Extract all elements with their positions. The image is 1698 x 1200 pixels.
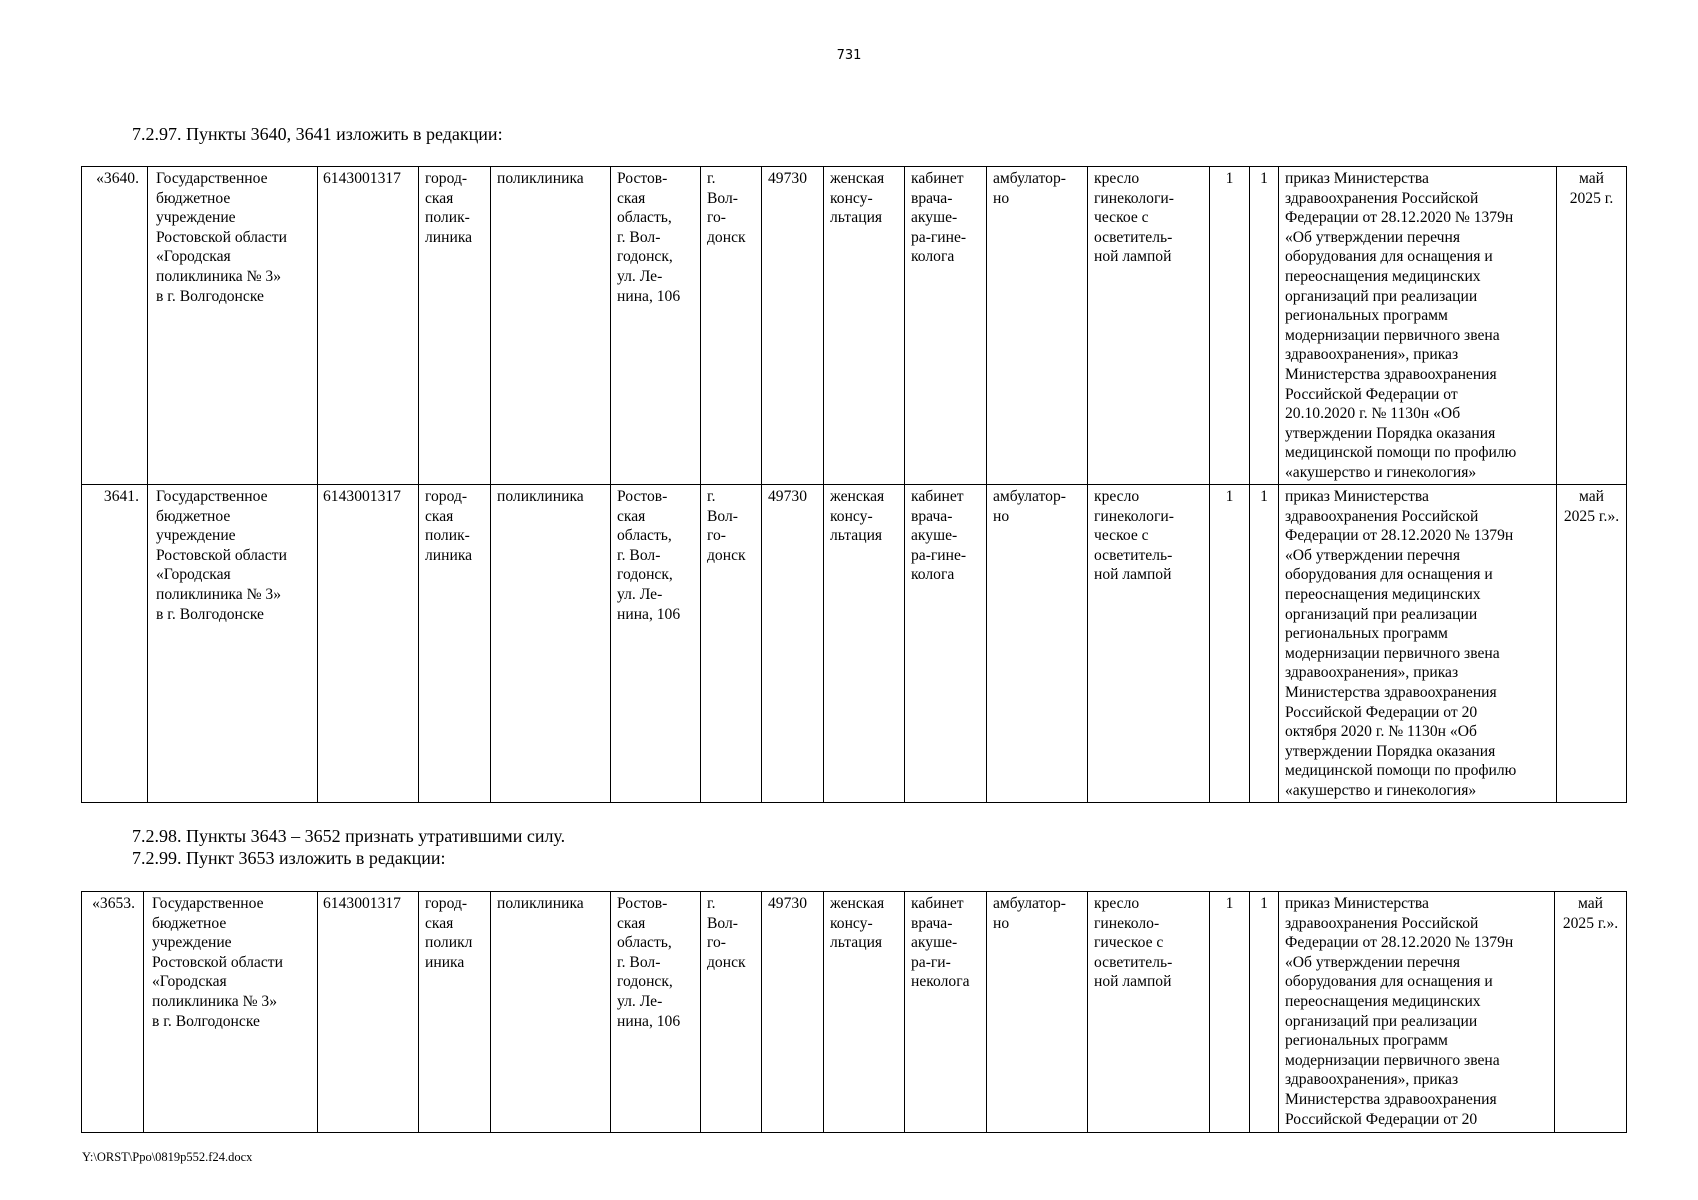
equipment-cell: [1088, 167, 1210, 485]
city-text: г. Вол- го- донск: [707, 170, 746, 246]
department-cell: [824, 485, 905, 803]
subdivision-text: поликлиника: [497, 170, 584, 187]
date-cell: [1555, 892, 1627, 1133]
care-form-text: амбулатор- но: [993, 895, 1066, 932]
file-path-footer: Y:\ORST\Ppo\0819p552.f24.docx: [82, 1150, 253, 1164]
legal-basis-text: приказ Министерства здравоохранения Российской Федерации от 28.12.2020 № 1379н «Об утверждении перечня оборудования для оснащения и переоснащения медицинских организаций при реализации региональных программ модернизации первичного звена здравоохранения», приказ Министерства здравоохранения Российской Федерации от 20.10.2020 г. № 1130н «Об утверждении Порядка оказания медицинской помощи по профилю «акушерство и гинекология»: [1285, 170, 1517, 481]
item-number-text: «3640.: [96, 170, 139, 187]
facility-type-text: город- ская полик- линика: [425, 488, 473, 564]
register-table-1: [81, 166, 1627, 803]
quantity-text: 1: [1260, 895, 1268, 912]
subdivision-cell: [491, 485, 611, 803]
date-text: май 2025 г.: [1569, 170, 1614, 207]
subdivision-text: поликлиника: [497, 895, 584, 912]
address-cell: [611, 167, 701, 485]
code-text: 49730: [768, 895, 807, 912]
inn-text: 6143001317: [323, 170, 401, 187]
equipment-text: кресло гинекологи- ческое с осветитель- ной лампой: [1094, 488, 1174, 584]
city-text: г. Вол- го- донск: [707, 895, 746, 971]
city-cell: [701, 892, 762, 1133]
equipment-text: кресло гинеколо- гическое с осветитель- ной лампой: [1094, 895, 1173, 991]
department-text: женская консу- льтация: [830, 895, 885, 952]
item-number-cell: [82, 892, 144, 1133]
department-cell: [824, 892, 905, 1133]
item-number-cell: [82, 485, 148, 803]
page-number: 731: [836, 48, 862, 63]
date-text: май 2025 г.».: [1563, 488, 1620, 525]
facility-type-text: город- ская поликл иника: [425, 895, 473, 971]
section-heading-7-2-97: 7.2.97. Пункты 3640, 3641 изложить в редакции:: [132, 124, 503, 144]
care-form-cell: [987, 167, 1088, 485]
inn-text: 6143001317: [323, 488, 401, 505]
quantity-text: 1: [1260, 170, 1268, 187]
quantity-text: 1: [1225, 488, 1234, 505]
table-row: [82, 167, 1627, 485]
room-cell: [905, 892, 987, 1133]
item-number-text: 3641.: [103, 488, 139, 505]
legal-basis-cell: [1279, 892, 1555, 1133]
organization-text: Государственное бюджетное учреждение Ростовской области «Городская поликлиника № 3» в г. Волгодонске: [156, 488, 287, 623]
room-cell: [905, 167, 987, 485]
facility-type-cell: [419, 167, 491, 485]
subdivision-cell: [491, 167, 611, 485]
organization-text: Государственное бюджетное учреждение Ростовской области «Городская поликлиника № 3» в г. Волгодонске: [156, 170, 287, 305]
care-form-cell: [987, 892, 1088, 1133]
care-form-text: амбулатор- но: [993, 488, 1066, 525]
subdivision-cell: [491, 892, 611, 1133]
section-heading-7-2-99: 7.2.99. Пункт 3653 изложить в редакции:: [132, 848, 446, 868]
table-row: [82, 892, 1627, 1133]
facility-type-text: город- ская полик- линика: [425, 170, 473, 246]
facility-type-cell: [419, 892, 491, 1133]
quantity-text: 1: [1225, 895, 1234, 912]
quantity-cell: [1250, 892, 1279, 1133]
section-heading-7-2-98: 7.2.98. Пункты 3643 – 3652 признать утратившими силу.: [132, 826, 566, 846]
code-cell: [762, 892, 824, 1133]
quantity-cell: [1210, 892, 1250, 1133]
address-cell: [611, 892, 701, 1133]
quantity-cell: [1210, 485, 1250, 803]
room-text: кабинет врача- акуше- ра-ги- неколога: [911, 895, 970, 991]
department-text: женская консу- льтация: [830, 170, 885, 227]
quantity-text: 1: [1225, 170, 1234, 187]
inn-cell: [318, 485, 419, 803]
city-text: г. Вол- го- донск: [707, 488, 746, 564]
address-text: Ростов- ская область, г. Вол- годонск, ул. Ле- нина, 106: [617, 170, 681, 305]
code-cell: [762, 485, 824, 803]
inn-cell: [318, 892, 419, 1133]
date-cell: [1557, 167, 1627, 485]
department-cell: [824, 167, 905, 485]
address-text: Ростов- ская область, г. Вол- годонск, ул. Ле- нина, 106: [617, 895, 681, 1030]
table-row: [82, 485, 1627, 803]
care-form-text: амбулатор- но: [993, 170, 1066, 207]
quantity-text: 1: [1260, 488, 1268, 505]
organization-cell: [148, 167, 318, 485]
equipment-cell: [1088, 485, 1210, 803]
city-cell: [701, 167, 762, 485]
room-text: кабинет врача- акуше- ра-гине- колога: [911, 170, 967, 266]
code-cell: [762, 167, 824, 485]
date-cell: [1557, 485, 1627, 803]
care-form-cell: [987, 485, 1088, 803]
subdivision-text: поликлиника: [497, 488, 584, 505]
legal-basis-text: приказ Министерства здравоохранения Российской Федерации от 28.12.2020 № 1379н «Об утверждении перечня оборудования для оснащения и переоснащения медицинских организаций при реализации региональных программ модернизации первичного звена здравоохранения», приказ Министерства здравоохранения Российской Федерации от 20 октября 2020 г. № 1130н «Об утверждении Порядка оказания медицинской помощи по профилю «акушерство и гинекология»: [1285, 488, 1517, 799]
item-number-text: «3653.: [92, 895, 135, 912]
legal-basis-cell: [1279, 167, 1557, 485]
equipment-text: кресло гинекологи- ческое с осветитель- ной лампой: [1094, 170, 1174, 266]
code-text: 49730: [768, 170, 807, 187]
organization-cell: [144, 892, 318, 1133]
organization-text: Государственное бюджетное учреждение Ростовской области «Городская поликлиника № 3» в г. Волгодонске: [152, 895, 283, 1030]
address-cell: [611, 485, 701, 803]
inn-cell: [318, 167, 419, 485]
department-text: женская консу- льтация: [830, 488, 885, 545]
register-table-2: [81, 891, 1627, 1133]
code-text: 49730: [768, 488, 807, 505]
inn-text: 6143001317: [323, 895, 401, 912]
room-text: кабинет врача- акуше- ра-гине- колога: [911, 488, 967, 584]
legal-basis-cell: [1279, 485, 1557, 803]
equipment-cell: [1088, 892, 1210, 1133]
quantity-cell: [1250, 167, 1279, 485]
facility-type-cell: [419, 485, 491, 803]
quantity-cell: [1250, 485, 1279, 803]
quantity-cell: [1210, 167, 1250, 485]
item-number-cell: [82, 167, 148, 485]
organization-cell: [148, 485, 318, 803]
address-text: Ростов- ская область, г. Вол- годонск, ул. Ле- нина, 106: [617, 488, 681, 623]
date-text: май 2025 г.».: [1562, 895, 1619, 932]
legal-basis-text: приказ Министерства здравоохранения Российской Федерации от 28.12.2020 № 1379н «Об утверждении перечня оборудования для оснащения и переоснащения медицинских организаций при реализации региональных программ модернизации первичного звена здравоохранения», приказ Министерства здравоохранения Российской Федерации от 20: [1285, 895, 1514, 1128]
city-cell: [701, 485, 762, 803]
room-cell: [905, 485, 987, 803]
